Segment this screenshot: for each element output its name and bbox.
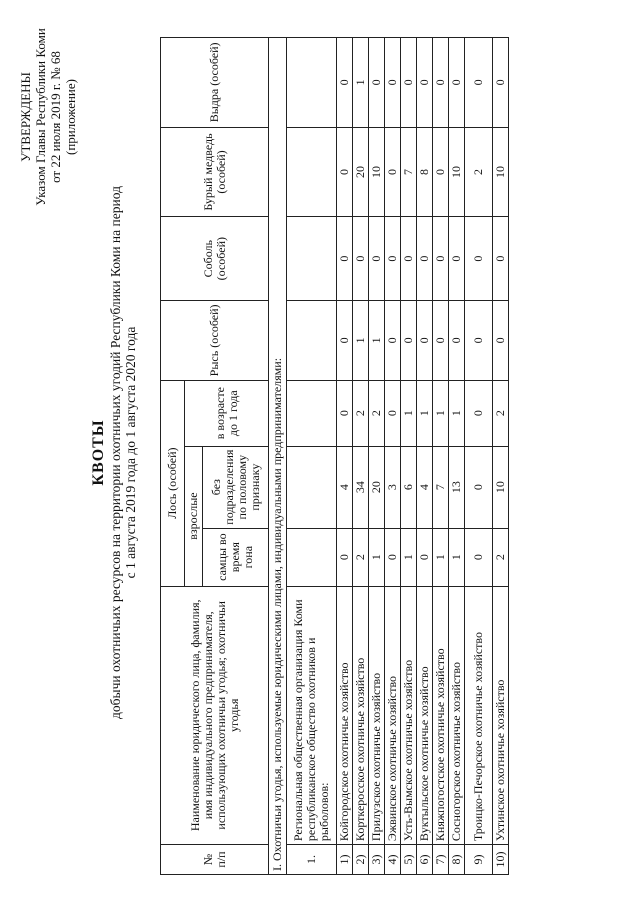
table-row bbox=[353, 38, 369, 875]
cell-no: 2) bbox=[353, 845, 369, 875]
cell-otter: 0 bbox=[337, 38, 353, 128]
cell-name: Корткеросское охотничье хозяйство bbox=[353, 586, 369, 845]
table-row bbox=[401, 38, 417, 875]
table-row bbox=[493, 38, 509, 875]
cell-bear: 10 bbox=[369, 127, 385, 217]
cell-lynx: 0 bbox=[465, 301, 493, 381]
cell-young: 1 bbox=[401, 380, 417, 446]
cell-nosex: 4 bbox=[417, 446, 433, 528]
cell-nosex: 10 bbox=[493, 446, 509, 528]
cell-lynx: 1 bbox=[353, 301, 369, 381]
cell-otter: 0 bbox=[449, 38, 465, 128]
cell-young: 0 bbox=[465, 380, 493, 446]
cell-sable: 0 bbox=[417, 217, 433, 301]
section-title: I. Охотничьи угодья, используемые юридическими лицами, индивидуальными предпринимателями: bbox=[269, 38, 287, 875]
cell-nosex: 6 bbox=[401, 446, 417, 528]
table-row bbox=[465, 38, 493, 875]
cell-young: 2 bbox=[369, 380, 385, 446]
cell-bear: 8 bbox=[417, 127, 433, 217]
cell-name: Сосногорское охотничье хозяйство bbox=[449, 586, 465, 845]
cell-no: 8) bbox=[449, 845, 465, 875]
cell-sable: 0 bbox=[353, 217, 369, 301]
cell-name: Вуктыльское охотничье хозяйство bbox=[417, 586, 433, 845]
cell-otter: 0 bbox=[417, 38, 433, 128]
cell-lynx: 0 bbox=[493, 301, 509, 381]
cell-nosex: 3 bbox=[385, 446, 401, 528]
header-adult: взрослые bbox=[185, 446, 203, 586]
cell-young: 1 bbox=[449, 380, 465, 446]
cell-no: 4) bbox=[385, 845, 401, 875]
cell-lynx: 0 bbox=[433, 301, 449, 381]
cell-young: 0 bbox=[385, 380, 401, 446]
cell-sable: 0 bbox=[401, 217, 417, 301]
cell-bear: 7 bbox=[401, 127, 417, 217]
cell-males: 1 bbox=[433, 528, 449, 586]
cell-males: 0 bbox=[385, 528, 401, 586]
cell-bear: 10 bbox=[449, 127, 465, 217]
header-no: № п/п bbox=[161, 845, 269, 875]
quota-table bbox=[160, 37, 509, 875]
cell-no: 6) bbox=[417, 845, 433, 875]
cell-bear: 2 bbox=[465, 127, 493, 217]
cell-otter: 0 bbox=[369, 38, 385, 128]
cell-sable: 0 bbox=[449, 217, 465, 301]
cell-lynx: 0 bbox=[337, 301, 353, 381]
cell-sable: 0 bbox=[433, 217, 449, 301]
cell-males: 0 bbox=[417, 528, 433, 586]
header-young: в возрасте до 1 года bbox=[185, 380, 269, 446]
cell-sable: 0 bbox=[369, 217, 385, 301]
table-row bbox=[385, 38, 401, 875]
cell-lynx: 0 bbox=[385, 301, 401, 381]
cell-lynx: 1 bbox=[369, 301, 385, 381]
org-name: Региональная общественная организация Коми республиканское общество охотников и рыболовов: bbox=[287, 586, 337, 845]
cell-sable: 0 bbox=[493, 217, 509, 301]
cell-males: 0 bbox=[465, 528, 493, 586]
cell-otter: 0 bbox=[433, 38, 449, 128]
cell-name: Эжвинское охотничье хозяйство bbox=[385, 586, 401, 845]
title-line-3: с 1 августа 2019 года до 1 августа 2020 года bbox=[123, 326, 138, 579]
cell-no: 1) bbox=[337, 845, 353, 875]
cell-otter: 0 bbox=[385, 38, 401, 128]
cell-otter: 0 bbox=[465, 38, 493, 128]
cell-young: 0 bbox=[337, 380, 353, 446]
cell-lynx: 0 bbox=[417, 301, 433, 381]
cell-bear: 10 bbox=[493, 127, 509, 217]
cell-no: 9) bbox=[465, 845, 493, 875]
cell-nosex: 13 bbox=[449, 446, 465, 528]
header-sable: Соболь (особей) bbox=[161, 217, 269, 301]
cell-nosex: 20 bbox=[369, 446, 385, 528]
cell-lynx: 0 bbox=[401, 301, 417, 381]
cell-otter: 1 bbox=[353, 38, 369, 128]
cell-no: 7) bbox=[433, 845, 449, 875]
cell-young: 2 bbox=[493, 380, 509, 446]
cell-nosex: 4 bbox=[337, 446, 353, 528]
cell-nosex: 0 bbox=[465, 446, 493, 528]
cell-name: Койгородское охотничье хозяйство bbox=[337, 586, 353, 845]
cell-name: Прилузское охотничье хозяйство bbox=[369, 586, 385, 845]
cell-no: 10) bbox=[493, 845, 509, 875]
cell-young: 1 bbox=[433, 380, 449, 446]
cell-name: Усть-Вымское охотничье хозяйство bbox=[401, 586, 417, 845]
cell-bear: 0 bbox=[385, 127, 401, 217]
cell-name: Троицко-Печорское охотничье хозяйство bbox=[465, 586, 493, 845]
cell-young: 1 bbox=[417, 380, 433, 446]
cell-males: 1 bbox=[449, 528, 465, 586]
cell-sable: 0 bbox=[465, 217, 493, 301]
cell-otter: 0 bbox=[401, 38, 417, 128]
cell-bear: 20 bbox=[353, 127, 369, 217]
table-row bbox=[417, 38, 433, 875]
approval-line-1: УТВЕРЖДЕНЫ bbox=[18, 72, 33, 162]
cell-bear: 0 bbox=[433, 127, 449, 217]
cell-males: 2 bbox=[353, 528, 369, 586]
cell-nosex: 7 bbox=[433, 446, 449, 528]
title-main: КВОТЫ bbox=[90, 419, 107, 486]
cell-name: Княжпогостское охотничье хозяйство bbox=[433, 586, 449, 845]
cell-no: 3) bbox=[369, 845, 385, 875]
cell-otter: 0 bbox=[493, 38, 509, 128]
cell-name: Ухтинское охотничье хозяйство bbox=[493, 586, 509, 845]
cell-sable: 0 bbox=[337, 217, 353, 301]
cell-young: 2 bbox=[353, 380, 369, 446]
cell-bear: 0 bbox=[337, 127, 353, 217]
header-nosex: без подразделения по половому признаку bbox=[203, 446, 269, 528]
header-name: Наименование юридического лица, фамилия, имя индивидуального предпринимателя, использующих охотничьи угодья; охотничьи угодья bbox=[161, 586, 269, 845]
table-row bbox=[369, 38, 385, 875]
header-bear: Бурый медведь (особей) bbox=[161, 127, 269, 217]
header-lynx: Рысь (особей) bbox=[161, 301, 269, 381]
approval-line-2: Указом Главы Республики Коми bbox=[33, 28, 48, 206]
cell-lynx: 0 bbox=[449, 301, 465, 381]
org-no: 1. bbox=[287, 845, 337, 875]
approval-line-3: от 22 июля 2019 г. № 68 bbox=[48, 51, 63, 183]
cell-nosex: 34 bbox=[353, 446, 369, 528]
cell-males: 1 bbox=[369, 528, 385, 586]
table-row bbox=[449, 38, 465, 875]
cell-sable: 0 bbox=[385, 217, 401, 301]
approval-line-4: (приложение) bbox=[63, 79, 78, 156]
cell-males: 1 bbox=[401, 528, 417, 586]
title-line-2: добычи охотничьих ресурсов на территории охотничьих угодий Республики Коми на период bbox=[108, 186, 123, 719]
document-title bbox=[90, 0, 138, 905]
header-otter: Выдра (особей) bbox=[161, 38, 269, 128]
cell-no: 5) bbox=[401, 845, 417, 875]
cell-males: 0 bbox=[337, 528, 353, 586]
header-moose: Лось (особей) bbox=[161, 380, 185, 586]
table-row bbox=[337, 38, 353, 875]
header-males: самцы во время гона bbox=[203, 528, 269, 586]
approval-block bbox=[18, 7, 78, 227]
cell-males: 2 bbox=[493, 528, 509, 586]
table-row bbox=[433, 38, 449, 875]
